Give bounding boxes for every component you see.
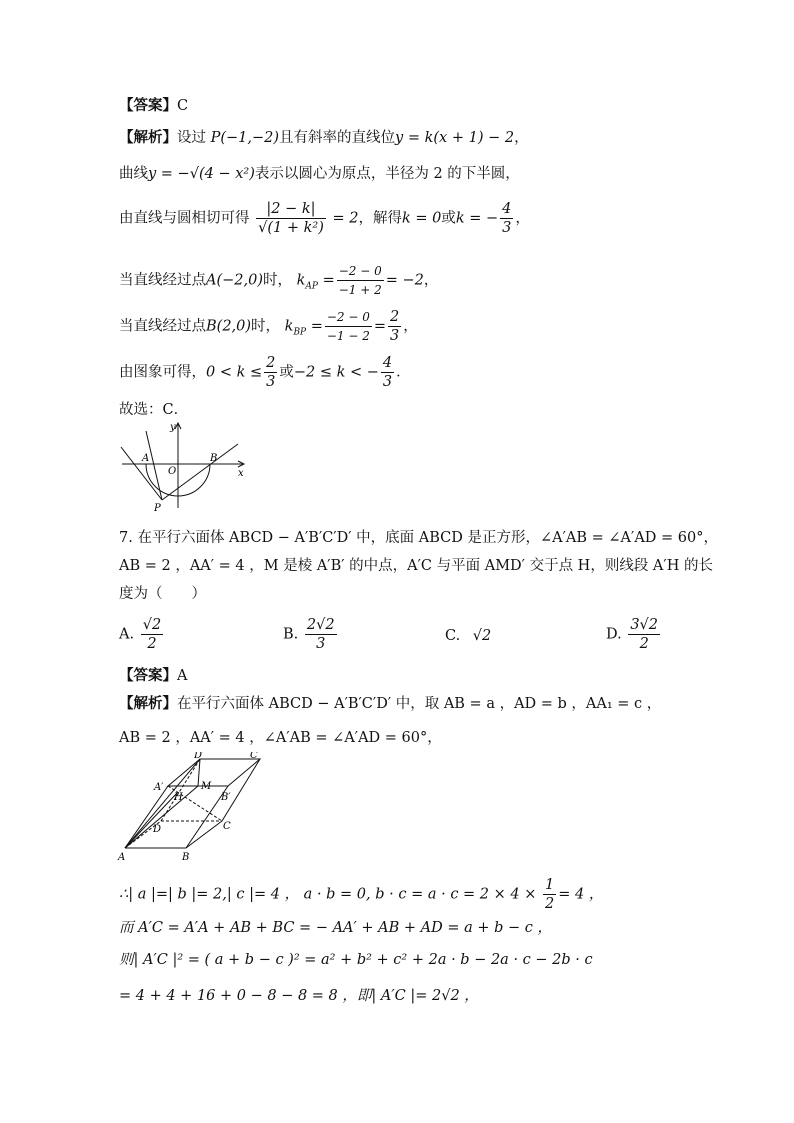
q6-range-b-frac bbox=[381, 354, 394, 391]
q7-stem-line-1: 7. 在平行六面体 ABCD − A′B′C′D′ 中，底面 ABCD 是正方形，∠A′AB = ∠A′AD = 60°， bbox=[119, 530, 718, 546]
q6-point-b: B(2,0) bbox=[206, 318, 252, 335]
q7-analysis-line-3 bbox=[119, 876, 603, 913]
q6-k: k bbox=[284, 318, 294, 335]
q6-point-a: A(−2,0) bbox=[206, 272, 263, 289]
q6-text: 当直线经过点 bbox=[119, 272, 206, 289]
q6-analysis-line-4: 当直线经过点A(−2,0)时， $k_{AP}$ = $\frac{-2 - 0}{-1 + 2}$ = −2， bbox=[119, 264, 439, 297]
q6-text: ， bbox=[515, 210, 530, 227]
frac-num: 2√2 bbox=[306, 617, 335, 633]
frac-num: 1 bbox=[545, 877, 555, 893]
fig-label-a1: A′ bbox=[154, 782, 164, 793]
q6-text: ， bbox=[403, 318, 418, 335]
q7-eq: = 4 ， bbox=[558, 886, 604, 903]
option-label: A. bbox=[119, 626, 135, 643]
q6-conclusion: 故选：C． bbox=[119, 402, 189, 418]
fig-label-m: M bbox=[201, 781, 212, 792]
segment-ah bbox=[125, 792, 178, 848]
q6-text: ． bbox=[396, 364, 411, 381]
q6-answer-line bbox=[119, 96, 188, 116]
option-d-value bbox=[628, 616, 660, 653]
fig-label-o: O bbox=[168, 466, 177, 477]
fig-label-b1: B′ bbox=[221, 792, 231, 803]
q6-point-p: P(−1,−2) bbox=[210, 130, 280, 146]
q7-option-b[interactable] bbox=[283, 616, 339, 653]
frac-num: 4 bbox=[502, 201, 512, 217]
option-a-value bbox=[141, 616, 163, 653]
q6-analysis-line-6 bbox=[119, 354, 411, 391]
frac-num: 2 bbox=[266, 355, 276, 371]
q6-kap-fraction bbox=[337, 262, 384, 299]
q7-option-c[interactable] bbox=[445, 626, 491, 646]
frac-num: 4 bbox=[382, 355, 393, 371]
q6-analysis-line-5: 当直线经过点B(2,0)时， $k_{BP}$ = $\frac{-2 - 0}{-1 - 2}$ = $\frac{2}{3}$ ， bbox=[119, 309, 418, 344]
q6-text: 或 bbox=[279, 364, 294, 381]
q7-analysis-line-2: AB = 2 ，AA′ = 4 ，∠A′AB = ∠A′AD = 60°， bbox=[119, 730, 442, 746]
edge-cc1 bbox=[222, 759, 260, 821]
q6-text: 当直线经过点 bbox=[119, 318, 206, 335]
q6-text: 由直线与圆相切可得 bbox=[119, 210, 250, 227]
q7-analysis-label: 【解析】 bbox=[119, 695, 177, 712]
fig-label-h: H bbox=[174, 792, 183, 803]
q6-range-a: 0 < k ≤ bbox=[206, 364, 263, 381]
frac-num: 2 bbox=[390, 309, 400, 325]
frac-den: −1 − 2 bbox=[326, 329, 370, 343]
segment-ad1 bbox=[125, 759, 200, 848]
fig-label-b: B bbox=[210, 453, 218, 464]
q6-k1-fraction bbox=[500, 200, 513, 237]
fig-label-c: C bbox=[223, 821, 231, 832]
q7-options bbox=[119, 616, 679, 656]
q6-text: 由图象可得， bbox=[119, 364, 206, 381]
frac-den: −1 + 2 bbox=[338, 283, 382, 297]
frac-num: 3√2 bbox=[630, 617, 659, 633]
frac-den: 3 bbox=[390, 328, 400, 344]
q7-answer-value: A bbox=[177, 668, 188, 684]
fig-label-d1: D′ bbox=[194, 752, 205, 761]
q7-answer-line bbox=[119, 666, 187, 686]
fig-label-a: A bbox=[142, 453, 150, 464]
option-label: D. bbox=[606, 626, 622, 643]
fig-label-a: A bbox=[118, 852, 126, 863]
q7-figure bbox=[116, 752, 266, 864]
q7-analysis-line-1 bbox=[119, 694, 661, 714]
frac-den: √(1 + k²) bbox=[258, 220, 324, 236]
q7-option-a[interactable] bbox=[119, 616, 165, 653]
q7-analysis-line-5: 则| A′C |² = ( a + b − c )² = a² + b² + c² + 2a · b − 2a · c − 2b · c bbox=[119, 952, 593, 968]
q6-k-sub: AP bbox=[305, 281, 318, 292]
q6-text: 且有斜率的直线位 bbox=[279, 130, 396, 146]
frac-den: 3 bbox=[382, 374, 393, 390]
q7-stem-line-3: 度为（ ） bbox=[119, 586, 206, 602]
q7-option-d[interactable] bbox=[606, 616, 662, 653]
fig-label-c1: C′ bbox=[250, 752, 260, 761]
q6-analysis-line-1 bbox=[119, 128, 529, 148]
q6-text: ，解得 bbox=[358, 210, 402, 227]
frac-den: 3 bbox=[502, 220, 512, 236]
fig-label-b: B bbox=[182, 852, 190, 863]
frac-den: 3 bbox=[266, 374, 276, 390]
edge-bc bbox=[186, 821, 222, 848]
q6-text: ， bbox=[423, 272, 439, 289]
q6-answer-value: C bbox=[177, 98, 189, 114]
q6-kbp-result bbox=[388, 308, 401, 345]
q6-analysis-label: 【解析】 bbox=[119, 129, 177, 146]
frac-num: √2 bbox=[142, 617, 162, 633]
q6-range-b: −2 ≤ k < − bbox=[293, 364, 379, 381]
option-label: B. bbox=[283, 626, 299, 643]
frac-den: 2 bbox=[639, 636, 649, 652]
q6-k: k bbox=[296, 272, 306, 289]
option-c-value: √2 bbox=[472, 628, 492, 644]
q7-stem-line-2: AB = 2 ，AA′ = 4 ，M 是棱 A′B′ 的中点，A′C 与平面 AMD′ 交于点 H，则线段 A′H 的长 bbox=[119, 558, 713, 574]
frac-num: −2 − 0 bbox=[325, 308, 372, 327]
q6-k0: k = 0 bbox=[401, 210, 442, 227]
q7-text: 在平行六面体 ABCD − A′B′C′D′ 中，取 AB = a ，AD = b ，AA₁ = c ， bbox=[177, 696, 662, 712]
frac-num: −2 − 0 bbox=[337, 262, 384, 281]
fig-label-y: y bbox=[170, 422, 176, 433]
q6-text: 时， bbox=[263, 272, 292, 289]
q6-text: 曲线 bbox=[119, 166, 148, 182]
q6-kbp-fraction bbox=[325, 308, 372, 345]
q6-range-a-frac bbox=[264, 354, 277, 391]
fig-label-x: x bbox=[238, 468, 244, 479]
option-label: C. bbox=[445, 628, 461, 644]
q6-eq: = −2 bbox=[385, 272, 424, 289]
q6-eq: = 2 bbox=[332, 210, 359, 227]
segment-md1 bbox=[198, 759, 200, 786]
q6-text: 表示以圆心为原点，半径为 2 的下半圆， bbox=[254, 166, 520, 182]
fig-label-d: D bbox=[153, 824, 162, 835]
q6-line-eq: y = k(x + 1) − 2 bbox=[395, 130, 515, 146]
q6-k1: k = − bbox=[455, 210, 499, 227]
q6-figure bbox=[118, 420, 250, 512]
q7-answer-label: 【答案】 bbox=[119, 667, 177, 684]
frac-num: |2 − k| bbox=[256, 200, 326, 219]
edge-dd1 bbox=[161, 759, 200, 821]
q6-analysis-line-3 bbox=[119, 200, 530, 237]
fig-label-p: P bbox=[154, 503, 161, 512]
q7-analysis-line-6: = 4 + 4 + 16 + 0 − 8 − 8 = 8 ，即| A′C |= 2√2 ， bbox=[119, 988, 479, 1004]
q6-curve-eq: y = −√(4 − x²) bbox=[148, 166, 255, 182]
q6-tangent-fraction bbox=[256, 200, 326, 237]
q7-analysis-line-4: 而 A′C = A′A + AB + BC = − AA′ + AB + AD = a + b − c ， bbox=[119, 920, 553, 936]
q6-answer-label: 【答案】 bbox=[119, 97, 177, 114]
q7-dot-products: ∴| a |=| b |= 2,| c |= 4 ， a · b = 0, b · c = a · c = 2 × 4 × bbox=[119, 886, 537, 903]
frac-den: 2 bbox=[147, 636, 157, 652]
frac-den: 2 bbox=[545, 896, 555, 912]
q6-text: 时， bbox=[251, 318, 281, 335]
q6-text: 设过 bbox=[177, 130, 206, 146]
q6-text: 或 bbox=[441, 210, 456, 227]
frac-den: 3 bbox=[316, 636, 326, 652]
option-b-value bbox=[305, 616, 337, 653]
q7-half-fraction bbox=[543, 876, 556, 913]
q6-analysis-line-2 bbox=[119, 164, 520, 184]
q6-text: ， bbox=[514, 130, 529, 146]
q6-k-sub: BP bbox=[293, 327, 307, 338]
